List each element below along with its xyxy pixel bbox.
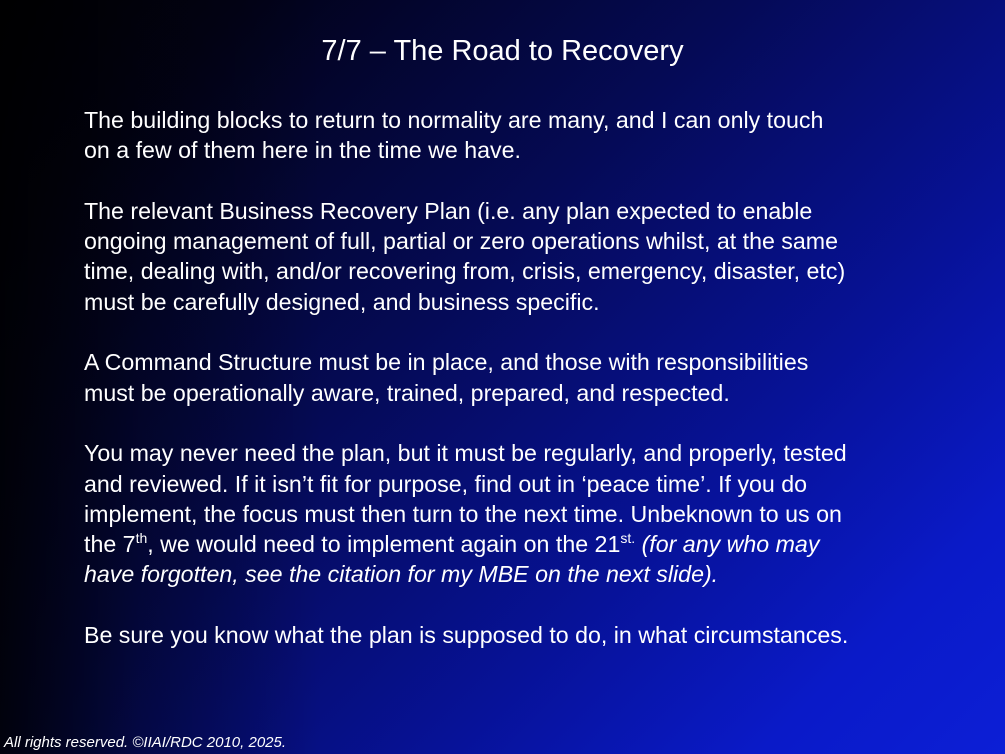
text-line: The relevant Business Recovery Plan (i.e. any plan expected to enable [84, 197, 813, 224]
italic-aside: (for any who may [635, 531, 820, 558]
copyright-footer: All rights reserved. ©IIAI/RDC 2010, 2025. [4, 734, 287, 751]
paragraph-building-blocks [84, 105, 964, 166]
text-line: on a few of them here in the time we have. [84, 137, 521, 164]
text-line: ongoing management of full, partial or zero operations whilst, at the same [84, 228, 839, 255]
text-line: Be sure you know what the plan is supposed to do, in what circumstances. [84, 622, 849, 649]
text-line: must be carefully designed, and business specific. [84, 288, 600, 315]
slide-title: 7/7 – The Road to Recovery [321, 35, 684, 67]
superscript-st: st. [620, 530, 636, 547]
paragraph-be-sure [84, 620, 964, 650]
text-segment: , we would need to implement again on the 21 [147, 531, 621, 558]
paragraph-command-structure [84, 347, 964, 408]
italic-aside: have forgotten, see the citation for my MBE on the next slide). [84, 561, 719, 588]
text-line: time, dealing with, and/or recovering from, crisis, emergency, disaster, etc) [84, 258, 846, 285]
text-line: A Command Structure must be in place, and those with responsibilities [84, 349, 809, 376]
paragraph-testing [84, 438, 964, 589]
text-line-italic [84, 559, 964, 589]
text-line: implement, the focus must then turn to the next time. Unbeknown to us on [84, 500, 842, 527]
text-line-with-superscripts [84, 529, 964, 559]
superscript-th: th [135, 530, 148, 547]
text-line: must be operationally aware, trained, prepared, and respected. [84, 379, 730, 406]
text-line: and reviewed. If it isn’t fit for purpose, find out in ‘peace time’. If you do [84, 470, 808, 497]
paragraph-recovery-plan [84, 196, 964, 317]
text-segment: the 7 [84, 531, 136, 558]
text-line: The building blocks to return to normality are many, and I can only touch [84, 107, 824, 133]
text-line: You may never need the plan, but it must be regularly, and properly, tested [84, 440, 847, 467]
slide-body [84, 105, 964, 681]
